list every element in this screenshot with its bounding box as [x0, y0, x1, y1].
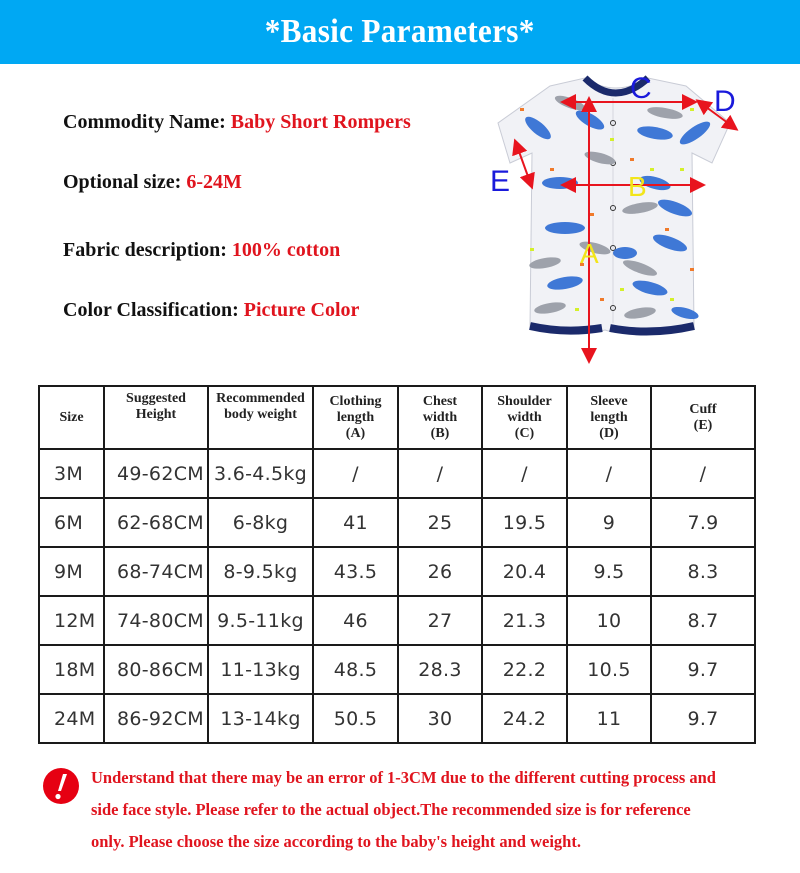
cell-size: 12M	[39, 596, 104, 645]
cell-weight: 8-9.5kg	[208, 547, 313, 596]
cell-size: 6M	[39, 498, 104, 547]
cell-chest-width: 30	[398, 694, 482, 743]
cell-shoulder-width: 24.2	[482, 694, 567, 743]
cell-cuff: 7.9	[651, 498, 755, 547]
commodity-name-label: Commodity Name:	[63, 111, 226, 133]
label-e: E	[490, 165, 511, 198]
cell-height: 49-62CM	[104, 449, 208, 498]
cell-sleeve-length: 9	[567, 498, 651, 547]
commodity-name-line	[63, 111, 411, 134]
notice-line: Understand that there may be an error of 1-3CM due to the different cutting process and	[91, 768, 716, 787]
commodity-name-value: Baby Short Rompers	[230, 111, 411, 133]
cell-clothing-length: 46	[313, 596, 398, 645]
cell-shoulder-width: 19.5	[482, 498, 567, 547]
header-sleeve-length: Sleeve length (D)	[567, 386, 651, 449]
header-chest-width: Chest width (B)	[398, 386, 482, 449]
cell-size: 9M	[39, 547, 104, 596]
cell-sleeve-length: 9.5	[567, 547, 651, 596]
label-a: A	[580, 238, 599, 269]
romper-illustration	[490, 68, 780, 368]
optional-size-value: 6-24M	[186, 171, 242, 193]
cell-sleeve-length: 10.5	[567, 645, 651, 694]
header-banner	[0, 0, 800, 64]
header-shoulder-width: Shoulder width (C)	[482, 386, 567, 449]
fabric-value: 100% cotton	[231, 239, 341, 261]
cell-weight: 13-14kg	[208, 694, 313, 743]
label-c: C	[630, 72, 652, 105]
table-row	[39, 498, 755, 547]
cell-sleeve-length: 11	[567, 694, 651, 743]
cell-clothing-length: 41	[313, 498, 398, 547]
cell-size: 18M	[39, 645, 104, 694]
cell-height: 62-68CM	[104, 498, 208, 547]
table-row	[39, 547, 755, 596]
cell-weight: 3.6-4.5kg	[208, 449, 313, 498]
fabric-line	[63, 239, 340, 262]
header-suggested-height: Suggested Height	[104, 386, 208, 449]
cell-height: 86-92CM	[104, 694, 208, 743]
optional-size-label: Optional size:	[63, 171, 182, 193]
cell-sleeve-length: 10	[567, 596, 651, 645]
header-cuff: Cuff (E)	[651, 386, 755, 449]
cell-chest-width: /	[398, 449, 482, 498]
cell-cuff: 9.7	[651, 694, 755, 743]
cell-height: 68-74CM	[104, 547, 208, 596]
optional-size-line	[63, 171, 242, 194]
cell-chest-width: 26	[398, 547, 482, 596]
cell-height: 74-80CM	[104, 596, 208, 645]
exclamation-icon	[43, 768, 79, 804]
cell-chest-width: 25	[398, 498, 482, 547]
cell-clothing-length: 48.5	[313, 645, 398, 694]
color-classification-value: Picture Color	[243, 299, 360, 321]
notice-line: side face style. Please refer to the actual object.The recommended size is for reference	[91, 800, 691, 819]
cell-size: 3M	[39, 449, 104, 498]
cell-clothing-length: 50.5	[313, 694, 398, 743]
header-clothing-length: Clothing length (A)	[313, 386, 398, 449]
size-chart-table	[38, 385, 756, 744]
cell-chest-width: 28.3	[398, 645, 482, 694]
page-title: *Basic Parameters*	[265, 13, 535, 50]
label-b: B	[628, 171, 647, 202]
cell-size: 24M	[39, 694, 104, 743]
header-size: Size	[39, 386, 104, 449]
color-classification-line	[63, 299, 359, 322]
color-classification-label: Color Classification:	[63, 299, 239, 321]
cell-shoulder-width: 20.4	[482, 547, 567, 596]
cell-chest-width: 27	[398, 596, 482, 645]
cell-sleeve-length: /	[567, 449, 651, 498]
cell-clothing-length: 43.5	[313, 547, 398, 596]
product-measurement-diagram	[490, 68, 780, 368]
cell-shoulder-width: 21.3	[482, 596, 567, 645]
header-recommended-weight: Recommended body weight	[208, 386, 313, 449]
fabric-label: Fabric description:	[63, 239, 227, 261]
notice-text	[91, 762, 791, 858]
cell-shoulder-width: /	[482, 449, 567, 498]
cell-clothing-length: /	[313, 449, 398, 498]
table-row	[39, 645, 755, 694]
label-d: D	[714, 85, 736, 118]
table-row	[39, 694, 755, 743]
cell-weight: 6-8kg	[208, 498, 313, 547]
table-row	[39, 596, 755, 645]
cell-cuff: /	[651, 449, 755, 498]
cell-cuff: 8.3	[651, 547, 755, 596]
cell-weight: 11-13kg	[208, 645, 313, 694]
table-header-row	[39, 386, 755, 449]
cell-shoulder-width: 22.2	[482, 645, 567, 694]
cell-cuff: 9.7	[651, 645, 755, 694]
notice-line: only. Please choose the size according to the baby's height and weight.	[91, 832, 581, 851]
cell-weight: 9.5-11kg	[208, 596, 313, 645]
cell-height: 80-86CM	[104, 645, 208, 694]
cell-cuff: 8.7	[651, 596, 755, 645]
table-row	[39, 449, 755, 498]
